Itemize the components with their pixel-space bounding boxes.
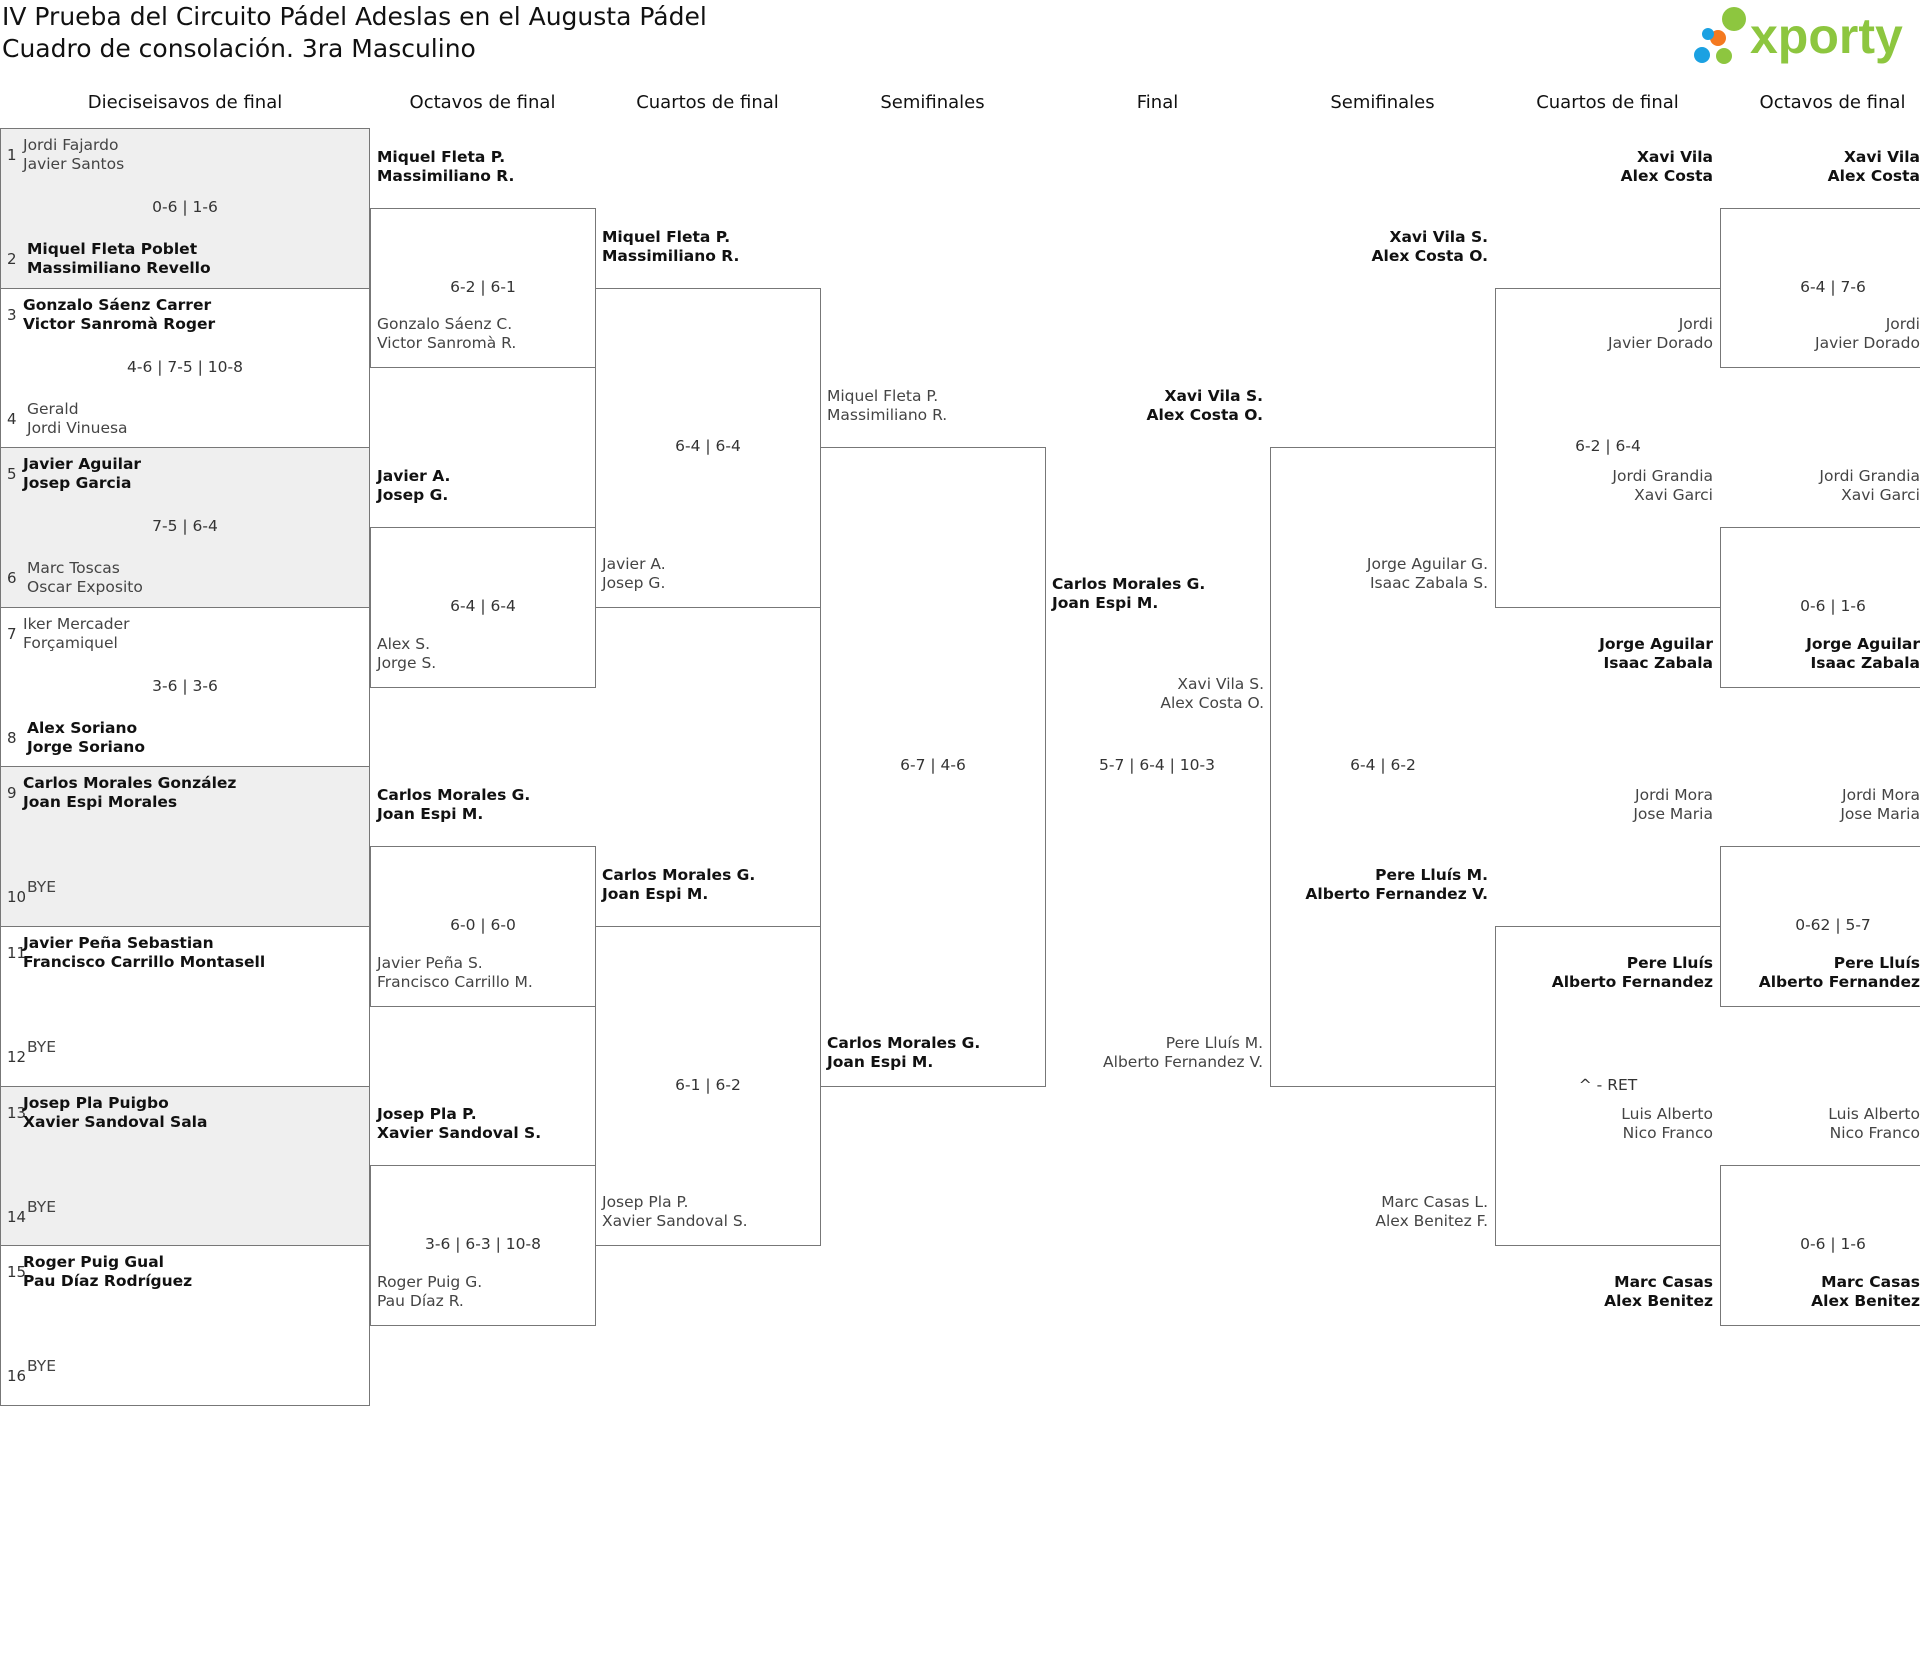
r32-team xyxy=(23,296,215,334)
player-name: Francisco Carrillo M. xyxy=(377,972,533,991)
xporty-logo xyxy=(1690,0,1920,70)
player-name: Jorge S. xyxy=(377,653,437,672)
r16-team xyxy=(377,148,514,186)
player-name: Joan Espi M. xyxy=(377,805,484,824)
player-name: Jordi Fajardo xyxy=(23,136,119,154)
logo-dot-blue-small xyxy=(1702,28,1714,40)
seed-number: 1 xyxy=(7,146,17,164)
page-title: IV Prueba del Circuito Pádel Adeslas en el Augusta Pádel xyxy=(2,2,707,31)
r16-team xyxy=(377,467,450,505)
qf_r-team xyxy=(1228,866,1488,904)
player-name: Pere Lluís xyxy=(1626,953,1713,972)
r32-score: 3-6 | 3-6 xyxy=(152,676,218,695)
player-name: Alex Costa O. xyxy=(1146,406,1263,425)
r32-team xyxy=(23,136,124,174)
seed-number: 14 xyxy=(7,1207,27,1226)
player-name: BYE xyxy=(27,1038,57,1056)
r32-score: 4-6 | 7-5 | 10-8 xyxy=(127,357,243,376)
seed-number: 16 xyxy=(7,1367,27,1386)
player-name: Alex Costa xyxy=(1827,166,1920,185)
qf_r-team xyxy=(1228,228,1488,266)
seed-number: 15 xyxy=(7,1263,27,1282)
r16_r-score: 0-6 | 1-6 xyxy=(1800,1235,1866,1254)
player-name: Miquel Fleta P. xyxy=(602,227,731,246)
player-name: Oscar Exposito xyxy=(27,578,143,597)
qf-team xyxy=(602,555,666,593)
player-name: Javier Santos xyxy=(23,155,125,173)
player-name: Jordi Mora xyxy=(1842,786,1920,805)
player-name: Victor Sanromà Roger xyxy=(23,314,216,333)
header-qf: Cuartos de final xyxy=(636,92,779,113)
seed-number: 9 xyxy=(7,784,17,803)
r16-score: 6-2 | 6-1 xyxy=(450,277,516,296)
r16-team xyxy=(377,635,436,673)
qf-team xyxy=(602,228,739,266)
player-name: Alex Costa xyxy=(1620,166,1713,185)
seed-number: 11 xyxy=(7,944,27,962)
r16-right-team xyxy=(1660,635,1920,673)
header-r16-right: Octavos de final xyxy=(1759,92,1906,113)
player-name: Jorge Aguilar xyxy=(1599,634,1713,653)
seed-number: 5 xyxy=(7,465,17,484)
player-name: Jordi Grandia xyxy=(1819,467,1920,485)
sf_r-score: 6-4 | 6-2 xyxy=(1350,756,1416,775)
r16_r-score: 6-4 | 7-6 xyxy=(1800,277,1866,296)
r32-team xyxy=(27,1038,56,1057)
player-name: Xavi Vila S. xyxy=(1164,387,1263,406)
logo-dot-blue xyxy=(1694,47,1710,63)
r32-team xyxy=(27,400,128,438)
player-name: Marc Toscas xyxy=(27,559,120,578)
player-name: Javier A. xyxy=(602,554,666,573)
qf-score: 6-4 | 6-4 xyxy=(675,437,741,456)
player-name: Carlos Morales González xyxy=(23,774,237,793)
player-name: Jorge Aguilar G. xyxy=(1366,554,1488,573)
r16-score: 6-0 | 6-0 xyxy=(450,916,516,934)
player-name: Javier Dorado xyxy=(1608,334,1713,353)
player-name: BYE xyxy=(27,1357,57,1376)
player-name: Xavi Vila S. xyxy=(1177,675,1264,693)
player-name: Jorge Soriano xyxy=(27,737,145,756)
r16-right-team xyxy=(1660,786,1920,824)
player-name: Gonzalo Sáenz Carrer xyxy=(23,295,212,314)
header-r32: Dieciseisavos de final xyxy=(87,92,283,113)
seed-number: 8 xyxy=(7,728,17,747)
seed-number: 4 xyxy=(7,409,17,428)
r16-right-team xyxy=(1660,954,1920,992)
player-name: Marc Casas xyxy=(1821,1273,1920,1291)
player-name: Pere Lluís M. xyxy=(1375,866,1488,884)
sf_r-team xyxy=(1003,1034,1263,1072)
player-name: BYE xyxy=(27,1197,57,1216)
player-name: Gonzalo Sáenz C. xyxy=(377,315,513,334)
player-name: Miquel Fleta P. xyxy=(827,387,939,406)
r16-right-team xyxy=(1660,467,1920,505)
player-name: Josep Pla P. xyxy=(377,1105,477,1124)
r16-team xyxy=(377,786,530,824)
logo-text: xporty xyxy=(1750,8,1903,64)
player-name: Josep G. xyxy=(602,573,666,592)
r32-team xyxy=(23,1094,207,1132)
player-name: Victor Sanromà R. xyxy=(377,334,517,353)
r32-team xyxy=(23,1253,192,1291)
logo-dot-green xyxy=(1722,7,1746,31)
player-name: Xavi Garci xyxy=(1841,486,1920,504)
player-name: Josep G. xyxy=(377,486,449,504)
final-score: 5-7 | 6-4 | 10-3 xyxy=(1099,756,1215,775)
player-name: BYE xyxy=(27,878,57,897)
player-name: Joan Espi M. xyxy=(827,1052,934,1071)
player-name: Carlos Morales G. xyxy=(602,866,756,884)
r16-team xyxy=(377,315,516,353)
player-name: Javier Peña S. xyxy=(377,953,483,972)
player-name: Alberto Fernandez xyxy=(1551,972,1713,991)
player-name: Xavi Vila xyxy=(1636,147,1713,166)
player-name: Alex Benitez xyxy=(1604,1292,1713,1310)
player-name: Josep Pla P. xyxy=(602,1193,689,1212)
r16-team xyxy=(377,1273,482,1311)
player-name: Jordi Vinuesa xyxy=(27,418,128,437)
player-name: Javier Peña Sebastian xyxy=(23,934,214,952)
qf_r-score: 6-2 | 6-4 xyxy=(1575,437,1641,456)
player-name: Javier Aguilar xyxy=(23,455,142,474)
player-name: Luis Alberto xyxy=(1828,1105,1920,1124)
player-name: Jorge Aguilar xyxy=(1806,634,1920,653)
r32-team xyxy=(27,1357,56,1376)
player-name: Xavi Vila xyxy=(1843,147,1920,166)
player-name: Josep Pla Puigbo xyxy=(23,1093,169,1112)
player-name: Miquel Fleta P. xyxy=(377,147,506,166)
player-name: Pau Díaz R. xyxy=(377,1292,464,1310)
header-qf-right: Cuartos de final xyxy=(1536,92,1679,113)
player-name: Javier A. xyxy=(377,467,451,485)
r32-team xyxy=(23,455,141,493)
player-name: Alberto Fernandez V. xyxy=(1305,885,1488,903)
player-name: Isaac Zabala xyxy=(1810,653,1920,672)
player-name: Xavi Garci xyxy=(1634,486,1713,504)
seed-number: 10 xyxy=(7,888,27,907)
r16-score: 6-4 | 6-4 xyxy=(450,596,516,615)
player-name: Nico Franco xyxy=(1622,1124,1713,1143)
r16-right-team xyxy=(1660,148,1920,186)
r32-team xyxy=(27,878,56,897)
seed-number: 6 xyxy=(7,569,17,588)
player-name: Pere Lluís xyxy=(1833,953,1920,972)
final-team xyxy=(1052,575,1205,613)
player-name: Pere Lluís M. xyxy=(1165,1033,1263,1052)
page-subtitle: Cuadro de consolación. 3ra Masculino xyxy=(2,34,476,63)
player-name: Alberto Fernandez V. xyxy=(1103,1052,1263,1071)
sf_r-team xyxy=(1003,387,1263,425)
player-name: Isaac Zabala S. xyxy=(1369,573,1488,592)
seed-number: 2 xyxy=(7,250,17,268)
final-team xyxy=(1004,675,1264,713)
r32-team xyxy=(27,719,145,757)
r16-team xyxy=(377,1105,541,1143)
player-name: Joan Espi M. xyxy=(602,885,709,903)
player-name: Nico Franco xyxy=(1829,1124,1920,1143)
r32-score: 0-6 | 1-6 xyxy=(152,198,218,216)
qf_r-score: ^ - RET xyxy=(1578,1075,1638,1094)
player-name: Jordi xyxy=(1678,315,1713,334)
player-name: Javier Dorado xyxy=(1815,334,1920,353)
r16-right-team xyxy=(1660,1273,1920,1311)
player-name: Roger Puig Gual xyxy=(23,1253,164,1272)
qf-score: 6-1 | 6-2 xyxy=(675,1075,741,1094)
r16-right-team xyxy=(1660,315,1920,353)
r32-team xyxy=(23,934,265,972)
r16_r-score: 0-6 | 1-6 xyxy=(1800,596,1866,615)
player-name: Joan Espi M. xyxy=(1052,594,1159,612)
r32-team xyxy=(27,240,211,278)
player-name: Alex S. xyxy=(377,634,431,653)
header-final: Final xyxy=(1136,92,1179,113)
player-name: Alex Soriano xyxy=(27,718,138,737)
player-name: Alberto Fernandez xyxy=(1758,972,1920,991)
player-name: Forçamiquel xyxy=(23,633,118,652)
player-name: Luis Alberto xyxy=(1621,1105,1713,1124)
player-name: Xavier Sandoval Sala xyxy=(23,1112,208,1131)
qf_r-team xyxy=(1228,1193,1488,1231)
player-name: Carlos Morales G. xyxy=(827,1033,981,1052)
player-name: Jordi Grandia xyxy=(1612,467,1713,485)
qf-team xyxy=(602,1193,748,1231)
player-name: Carlos Morales G. xyxy=(1052,575,1206,593)
player-name: Jose Maria xyxy=(1633,805,1713,824)
header-r16: Octavos de final xyxy=(409,92,556,113)
sf-score: 6-7 | 4-6 xyxy=(900,756,966,775)
seed-number: 7 xyxy=(7,624,17,643)
qf_r-team xyxy=(1228,555,1488,593)
player-name: Xavi Vila S. xyxy=(1389,227,1488,246)
r16_r-score: 0-62 | 5-7 xyxy=(1795,916,1871,934)
player-name: Isaac Zabala xyxy=(1603,653,1713,672)
player-name: Gerald xyxy=(27,399,79,418)
player-name: Alex Costa O. xyxy=(1371,246,1488,265)
player-name: Iker Mercader xyxy=(23,614,130,633)
seed-number: 12 xyxy=(7,1048,27,1066)
r32-team xyxy=(23,615,130,653)
player-name: Marc Casas L. xyxy=(1381,1193,1488,1212)
r32-team xyxy=(27,559,143,597)
player-name: Massimiliano R. xyxy=(377,166,515,185)
player-name: Josep Garcia xyxy=(23,474,132,493)
player-name: Roger Puig G. xyxy=(377,1273,483,1291)
player-name: Marc Casas xyxy=(1614,1273,1713,1291)
r16-team xyxy=(377,954,533,992)
sf-team xyxy=(827,1034,980,1072)
r32-team xyxy=(23,774,236,812)
player-name: Massimiliano R. xyxy=(602,246,740,265)
player-name: Carlos Morales G. xyxy=(377,786,531,805)
player-name: Alex Benitez F. xyxy=(1375,1212,1488,1231)
player-name: Jordi xyxy=(1885,315,1920,334)
sf-team xyxy=(827,387,947,425)
player-name: Alex Costa O. xyxy=(1160,694,1264,712)
r32-score: 7-5 | 6-4 xyxy=(152,517,218,536)
player-name: Jordi Mora xyxy=(1635,786,1713,805)
player-name: Miquel Fleta Poblet xyxy=(27,240,198,258)
player-name: Francisco Carrillo Montasell xyxy=(23,953,266,971)
seed-number: 3 xyxy=(7,305,17,324)
r16-score: 3-6 | 6-3 | 10-8 xyxy=(425,1235,541,1254)
logo-dot-green-small xyxy=(1716,48,1732,64)
header-sf-right: Semifinales xyxy=(1330,92,1435,113)
r16-right-team xyxy=(1660,1105,1920,1143)
player-name: Pau Díaz Rodríguez xyxy=(23,1272,193,1291)
player-name: Jose Maria xyxy=(1840,805,1920,824)
seed-number: 13 xyxy=(7,1103,27,1122)
player-name: Xavier Sandoval S. xyxy=(377,1124,542,1143)
qf-team xyxy=(602,866,755,904)
player-name: Alex Benitez xyxy=(1811,1292,1920,1310)
player-name: Joan Espi Morales xyxy=(23,793,178,812)
player-name: Massimiliano R. xyxy=(827,406,948,425)
player-name: Massimiliano Revello xyxy=(27,259,211,277)
r32-team xyxy=(27,1198,56,1217)
header-sf: Semifinales xyxy=(880,92,985,113)
player-name: Xavier Sandoval S. xyxy=(602,1212,748,1231)
